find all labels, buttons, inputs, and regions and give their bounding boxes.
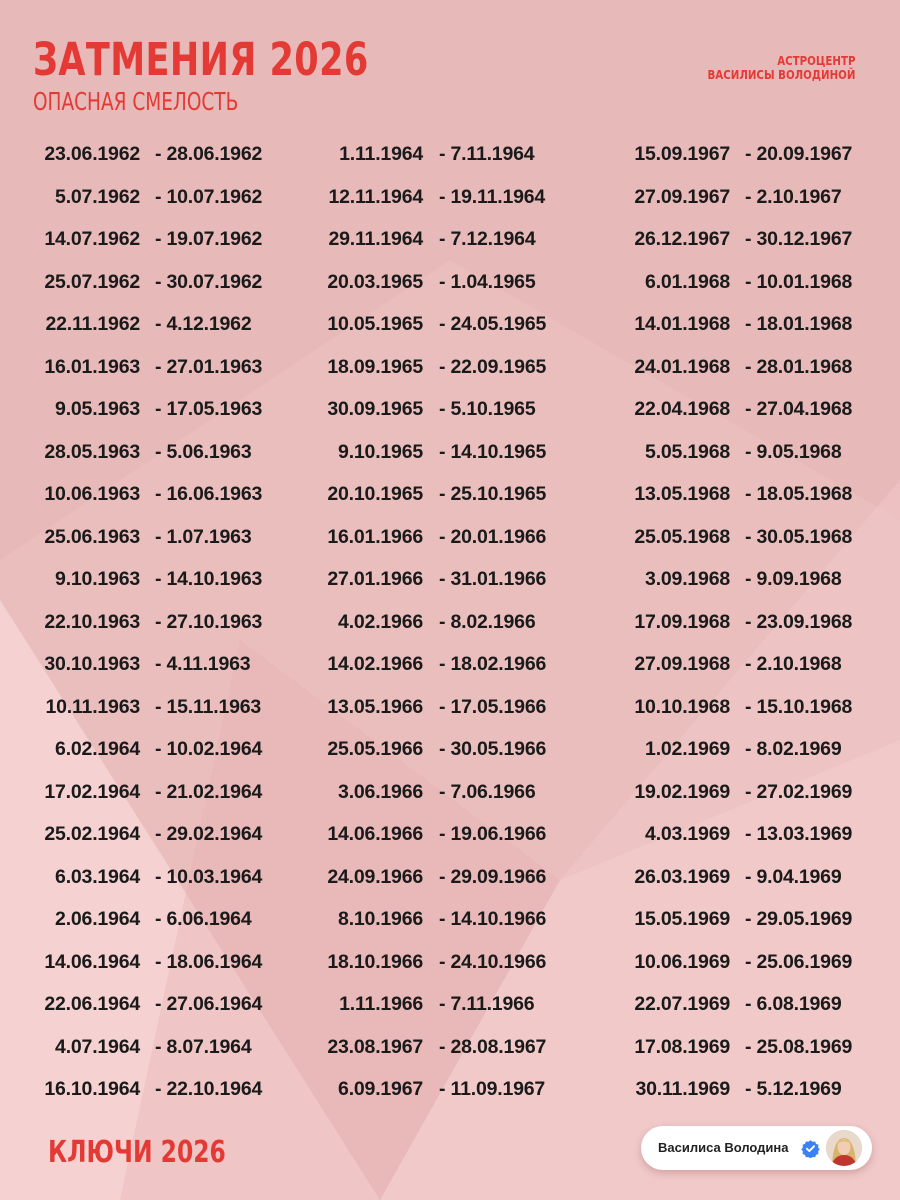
date-start-col3: 27.09.1967: [634, 185, 730, 208]
date-start-col3: 22.04.1968: [634, 398, 730, 420]
date-row: [0, 983, 900, 1026]
date-row: [0, 176, 900, 219]
date-start-col1: 23.06.1962: [44, 143, 140, 165]
date-start-col3: 3.09.1968: [645, 568, 730, 590]
brand-label: [675, 54, 855, 82]
date-row: [0, 133, 900, 176]
date-end-col3: - 2.10.1967: [745, 185, 842, 208]
date-start-col3: 25.05.1968: [634, 525, 730, 548]
date-start-col3: 13.05.1968: [634, 483, 730, 505]
date-start-col1: 28.05.1963: [44, 440, 140, 463]
date-start-col3: 24.01.1968: [634, 355, 730, 378]
date-start-col1: 2.06.1964: [55, 908, 140, 930]
date-end-col2: - 25.10.1965: [439, 483, 547, 505]
date-start-col1: 30.10.1963: [44, 653, 140, 675]
date-start-col1: 17.02.1964: [44, 780, 140, 803]
date-row: [0, 686, 900, 729]
date-end-col2: - 28.08.1967: [439, 1035, 547, 1058]
date-end-col1: - 8.07.1964: [155, 1035, 252, 1058]
date-start-col3: 10.06.1969: [634, 950, 730, 973]
date-end-col3: - 27.04.1968: [745, 398, 853, 420]
date-end-col1: - 15.11.1963: [155, 695, 262, 718]
date-end-col1: - 21.02.1964: [155, 780, 263, 803]
date-end-col3: - 23.09.1968: [745, 610, 853, 633]
date-start-col1: 10.06.1963: [44, 483, 140, 505]
date-start-col3: 26.03.1969: [634, 865, 730, 888]
date-end-col3: - 25.06.1969: [745, 950, 853, 973]
date-end-col1: - 4.12.1962: [155, 313, 252, 335]
date-end-col2: - 19.11.1964: [439, 185, 546, 208]
date-start-col1: 14.07.1962: [44, 228, 140, 250]
date-start-col3: 22.07.1969: [634, 993, 730, 1015]
date-end-col1: - 28.06.1962: [155, 143, 263, 165]
date-end-col1: - 27.06.1964: [155, 993, 263, 1015]
date-start-col2: 13.05.1966: [327, 695, 423, 718]
date-end-col3: - 10.01.1968: [745, 270, 853, 293]
date-start-col2: 12.11.1964: [328, 185, 423, 208]
date-row: [0, 388, 900, 431]
date-end-col3: - 2.10.1968: [745, 653, 842, 675]
date-start-col2: 30.09.1965: [327, 398, 423, 420]
date-start-col3: 15.09.1967: [634, 143, 730, 165]
date-end-col2: - 14.10.1966: [439, 908, 547, 930]
date-end-col3: - 6.08.1969: [745, 993, 842, 1015]
date-end-col2: - 5.10.1965: [439, 398, 536, 420]
page-subtitle: ОПАСНАЯ СМЕЛОСТЬ: [33, 87, 239, 116]
date-start-col2: 16.01.1966: [327, 525, 423, 548]
date-start-col1: 25.06.1963: [44, 525, 140, 548]
date-end-col1: - 19.07.1962: [155, 228, 263, 250]
avatar-photo-icon: [826, 1130, 862, 1166]
date-end-col1: - 16.06.1963: [155, 483, 263, 505]
date-end-col1: - 30.07.1962: [155, 270, 263, 293]
date-row: [0, 601, 900, 644]
date-start-col3: 30.11.1969: [635, 1078, 730, 1100]
date-row: [0, 643, 900, 686]
date-start-col3: 17.09.1968: [634, 610, 730, 633]
date-start-col3: 15.05.1969: [634, 908, 730, 930]
brand-line-2: ВАСИЛИСЫ ВОЛОДИНОЙ: [707, 67, 855, 82]
date-start-col2: 18.09.1965: [327, 355, 423, 378]
date-end-col2: - 8.02.1966: [439, 610, 536, 633]
date-end-col1: - 10.03.1964: [155, 865, 263, 888]
date-start-col2: 6.09.1967: [338, 1078, 423, 1100]
date-start-col2: 9.10.1965: [338, 440, 423, 463]
date-end-col2: - 20.01.1966: [439, 525, 547, 548]
date-end-col1: - 4.11.1963: [155, 653, 251, 675]
date-end-col3: - 13.03.1969: [745, 823, 853, 845]
date-row: [0, 516, 900, 559]
date-start-col1: 25.02.1964: [44, 823, 140, 845]
date-row: [0, 346, 900, 389]
date-row: [0, 771, 900, 814]
date-end-col1: - 10.07.1962: [155, 185, 263, 208]
date-start-col3: 5.05.1968: [645, 440, 730, 463]
footer-title: КЛЮЧИ 2026: [48, 1135, 226, 1170]
date-end-col2: - 7.11.1966: [439, 993, 535, 1015]
date-start-col1: 6.02.1964: [55, 738, 140, 760]
date-end-col3: - 8.02.1969: [745, 738, 842, 760]
date-end-col3: - 5.12.1969: [745, 1078, 842, 1100]
date-end-col2: - 11.09.1967: [439, 1078, 546, 1100]
date-row: [0, 728, 900, 771]
date-row: [0, 941, 900, 984]
date-start-col1: 22.11.1962: [45, 313, 140, 335]
date-end-col2: - 29.09.1966: [439, 865, 547, 888]
date-end-col3: - 9.04.1969: [745, 865, 842, 888]
date-start-col2: 20.10.1965: [327, 483, 423, 505]
date-end-col1: - 18.06.1964: [155, 950, 263, 973]
brand-line-1: АСТРОЦЕНТР: [776, 53, 855, 68]
date-start-col2: 27.01.1966: [327, 568, 423, 590]
date-end-col1: - 29.02.1964: [155, 823, 263, 845]
date-end-col2: - 14.10.1965: [439, 440, 547, 463]
date-row: [0, 898, 900, 941]
date-start-col2: 1.11.1966: [339, 993, 423, 1015]
dates-grid: [0, 133, 900, 1111]
date-row: [0, 261, 900, 304]
date-row: [0, 856, 900, 899]
date-start-col2: 24.09.1966: [327, 865, 423, 888]
date-row: [0, 558, 900, 601]
date-start-col2: 4.02.1966: [338, 610, 423, 633]
date-end-col3: - 15.10.1968: [745, 695, 853, 718]
verified-badge-icon: [801, 1139, 820, 1158]
profile-name: Василиса Володина: [658, 1140, 789, 1155]
date-start-col3: 17.08.1969: [634, 1035, 730, 1058]
date-end-col1: - 14.10.1963: [155, 568, 263, 590]
date-end-col3: - 29.05.1969: [745, 908, 853, 930]
date-end-col2: - 7.12.1964: [439, 228, 536, 250]
date-end-col1: - 6.06.1964: [155, 908, 252, 930]
date-end-col2: - 30.05.1966: [439, 738, 547, 760]
date-row: [0, 1026, 900, 1069]
date-start-col1: 22.06.1964: [44, 993, 140, 1015]
date-start-col2: 1.11.1964: [339, 143, 423, 165]
date-start-col1: 22.10.1963: [44, 610, 140, 633]
date-end-col1: - 5.06.1963: [155, 440, 252, 463]
date-start-col3: 4.03.1969: [645, 823, 730, 845]
date-end-col3: - 30.05.1968: [745, 525, 853, 548]
date-end-col1: - 10.02.1964: [155, 738, 263, 760]
date-end-col2: - 1.04.1965: [439, 270, 536, 293]
date-start-col3: 10.10.1968: [634, 695, 730, 718]
date-end-col2: - 24.05.1965: [439, 313, 547, 335]
date-end-col3: - 28.01.1968: [745, 355, 853, 378]
date-start-col2: 8.10.1966: [338, 908, 423, 930]
date-row: [0, 431, 900, 474]
date-end-col3: - 18.01.1968: [745, 313, 853, 335]
date-start-col2: 20.03.1965: [327, 270, 423, 293]
date-start-col2: 23.08.1967: [327, 1035, 423, 1058]
page-title: ЗАТМЕНИЯ 2026: [33, 33, 369, 86]
avatar[interactable]: [826, 1130, 862, 1166]
date-end-col1: - 1.07.1963: [155, 525, 252, 548]
date-start-col1: 9.10.1963: [55, 568, 140, 590]
date-end-col1: - 17.05.1963: [155, 398, 263, 420]
date-row: [0, 1068, 900, 1111]
profile-chip[interactable]: [641, 1126, 872, 1170]
date-start-col3: 19.02.1969: [634, 780, 730, 803]
date-start-col3: 26.12.1967: [634, 228, 730, 250]
date-row: [0, 303, 900, 346]
date-end-col3: - 9.09.1968: [745, 568, 842, 590]
date-row: [0, 813, 900, 856]
date-end-col1: - 22.10.1964: [155, 1078, 263, 1100]
date-start-col2: 10.05.1965: [327, 313, 423, 335]
date-start-col2: 25.05.1966: [327, 738, 423, 760]
date-start-col2: 18.10.1966: [327, 950, 423, 973]
date-end-col3: - 25.08.1969: [745, 1035, 853, 1058]
date-start-col2: 3.06.1966: [338, 780, 423, 803]
date-end-col2: - 7.11.1964: [439, 143, 535, 165]
date-end-col2: - 22.09.1965: [439, 355, 547, 378]
date-start-col1: 25.07.1962: [44, 270, 140, 293]
date-end-col2: - 31.01.1966: [439, 568, 547, 590]
date-start-col1: 4.07.1964: [55, 1035, 140, 1058]
date-start-col3: 1.02.1969: [645, 738, 730, 760]
date-end-col2: - 7.06.1966: [439, 780, 536, 803]
date-start-col1: 14.06.1964: [44, 950, 140, 973]
date-start-col1: 16.01.1963: [44, 355, 140, 378]
date-start-col2: 29.11.1964: [328, 228, 423, 250]
date-start-col2: 14.06.1966: [327, 823, 423, 845]
date-row: [0, 473, 900, 516]
date-start-col3: 14.01.1968: [634, 313, 730, 335]
date-end-col3: - 9.05.1968: [745, 440, 842, 463]
date-end-col2: - 19.06.1966: [439, 823, 547, 845]
date-start-col1: 5.07.1962: [55, 185, 140, 208]
date-end-col3: - 30.12.1967: [745, 228, 853, 250]
date-row: [0, 218, 900, 261]
date-start-col1: 10.11.1963: [45, 695, 140, 718]
date-start-col1: 16.10.1964: [44, 1078, 140, 1100]
date-start-col2: 14.02.1966: [327, 653, 423, 675]
date-end-col3: - 18.05.1968: [745, 483, 853, 505]
date-end-col1: - 27.01.1963: [155, 355, 263, 378]
date-start-col1: 6.03.1964: [55, 865, 140, 888]
date-end-col2: - 17.05.1966: [439, 695, 547, 718]
date-end-col2: - 24.10.1966: [439, 950, 547, 973]
date-start-col3: 6.01.1968: [645, 270, 730, 293]
date-start-col1: 9.05.1963: [55, 398, 140, 420]
date-start-col3: 27.09.1968: [634, 653, 730, 675]
date-end-col2: - 18.02.1966: [439, 653, 547, 675]
date-end-col1: - 27.10.1963: [155, 610, 263, 633]
date-end-col3: - 20.09.1967: [745, 143, 853, 165]
date-end-col3: - 27.02.1969: [745, 780, 853, 803]
